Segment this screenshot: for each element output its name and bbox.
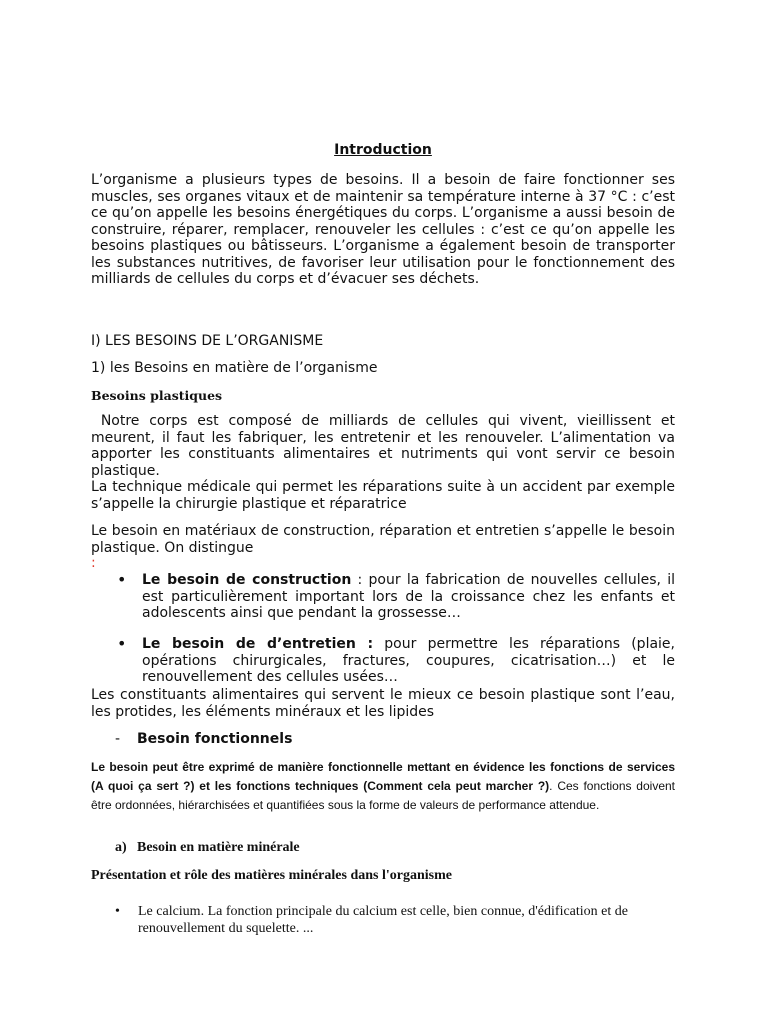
bullet-maintenance — [115, 636, 675, 686]
section-heading: I) LES BESOINS DE L’ORGANISME — [91, 333, 324, 349]
bullet-text: pour permettre les réparations (plaie, opérations chirurgicales, fractures, coupures, cicatrisation…) et le renouvellement des cellules usées… — [142, 636, 675, 685]
functional-needs-item — [115, 731, 292, 747]
functional-normal-text: . Ces fonctions doivent être ordonnées, hiérarchisées et quantifiées sous la forme de valeurs de performance attendue. — [91, 779, 676, 812]
plastic-needs-heading: Besoins plastiques — [91, 388, 223, 403]
calcium-text: Le calcium. La fonction principale du calcium est celle, bien connue, d'édification et de renouvellement du squelette. ... — [138, 904, 628, 936]
surgery-paragraph: La technique médicale qui permet les réparations suite à un accident par exemple s’appelle la chirurgie plastique et réparatrice — [91, 479, 675, 512]
bullet-strong-label: Le besoin de d’entretien : — [142, 636, 374, 652]
presentation-heading: Présentation et rôle des matières minérales dans l'organisme — [91, 868, 452, 883]
bullet-icon: • — [117, 570, 127, 589]
red-colon: : — [91, 555, 96, 571]
functional-bold-text: Le besoin peut être exprimé de manière fonctionnelle mettant en évidence les fonctions de services (A quoi ça sert ?) et les fonctions techniques (Comment cela peut marcher ?) — [91, 760, 675, 793]
intro-paragraph: L’organisme a plusieurs types de besoins. Il a besoin de faire fonctionner ses muscles, ses organes vitaux et de maintenir sa température interne à 37 °C : c’est ce qu’on appelle les besoins énergétiques du corps. L’organisme a aussi besoin de construire, réparer, remplacer, renouveler les cellules : c’est ce qu’on appelle les besoins plastiques ou bâtisseurs. L’organisme a également besoin de transporter les substances nutritives, de favoriser leur utilisation pour le fonctionnement des milliards de cellules du corps et d’évacuer ses déchets. — [91, 172, 675, 287]
bullet-construction — [115, 572, 675, 622]
bullet-strong-label: Le besoin de construction — [142, 572, 352, 588]
functional-needs-heading: Besoin fonctionnels — [137, 731, 293, 747]
dash-marker: - — [115, 731, 121, 747]
materials-need-paragraph: Le besoin en matériaux de construction, réparation et entretien s’appelle le besoin plastique. On distingue — [91, 523, 675, 556]
bullet-icon: • — [115, 904, 120, 919]
constituents-paragraph: Les constituants alimentaires qui servent le mieux ce besoin plastique sont l’eau, les protides, les éléments minéraux et les lipides — [91, 687, 675, 720]
mineral-needs-item — [115, 840, 300, 856]
bullet-icon: • — [117, 634, 127, 653]
page-title: Introduction — [334, 142, 432, 158]
calcium-item — [111, 903, 671, 937]
list-marker: a) — [115, 840, 127, 855]
bullet-text: : pour la fabrication de nouvelles cellules, il est particulièrement important lors de la croissance chez les enfants et adolescents ainsi que pendant la grossesse… — [142, 572, 675, 621]
subsection-heading: 1) les Besoins en matière de l’organisme — [91, 360, 378, 376]
mineral-needs-heading: Besoin en matière minérale — [137, 840, 300, 855]
functional-needs-paragraph — [91, 758, 675, 815]
plastic-needs-paragraph: Notre corps est composé de milliards de cellules qui vivent, vieillissent et meurent, il faut les fabriquer, les entretenir et les renouveler. L’alimentation va apporter les constituants alimentaires et nutriments qui vont servir ce besoin plastique. — [91, 413, 680, 479]
